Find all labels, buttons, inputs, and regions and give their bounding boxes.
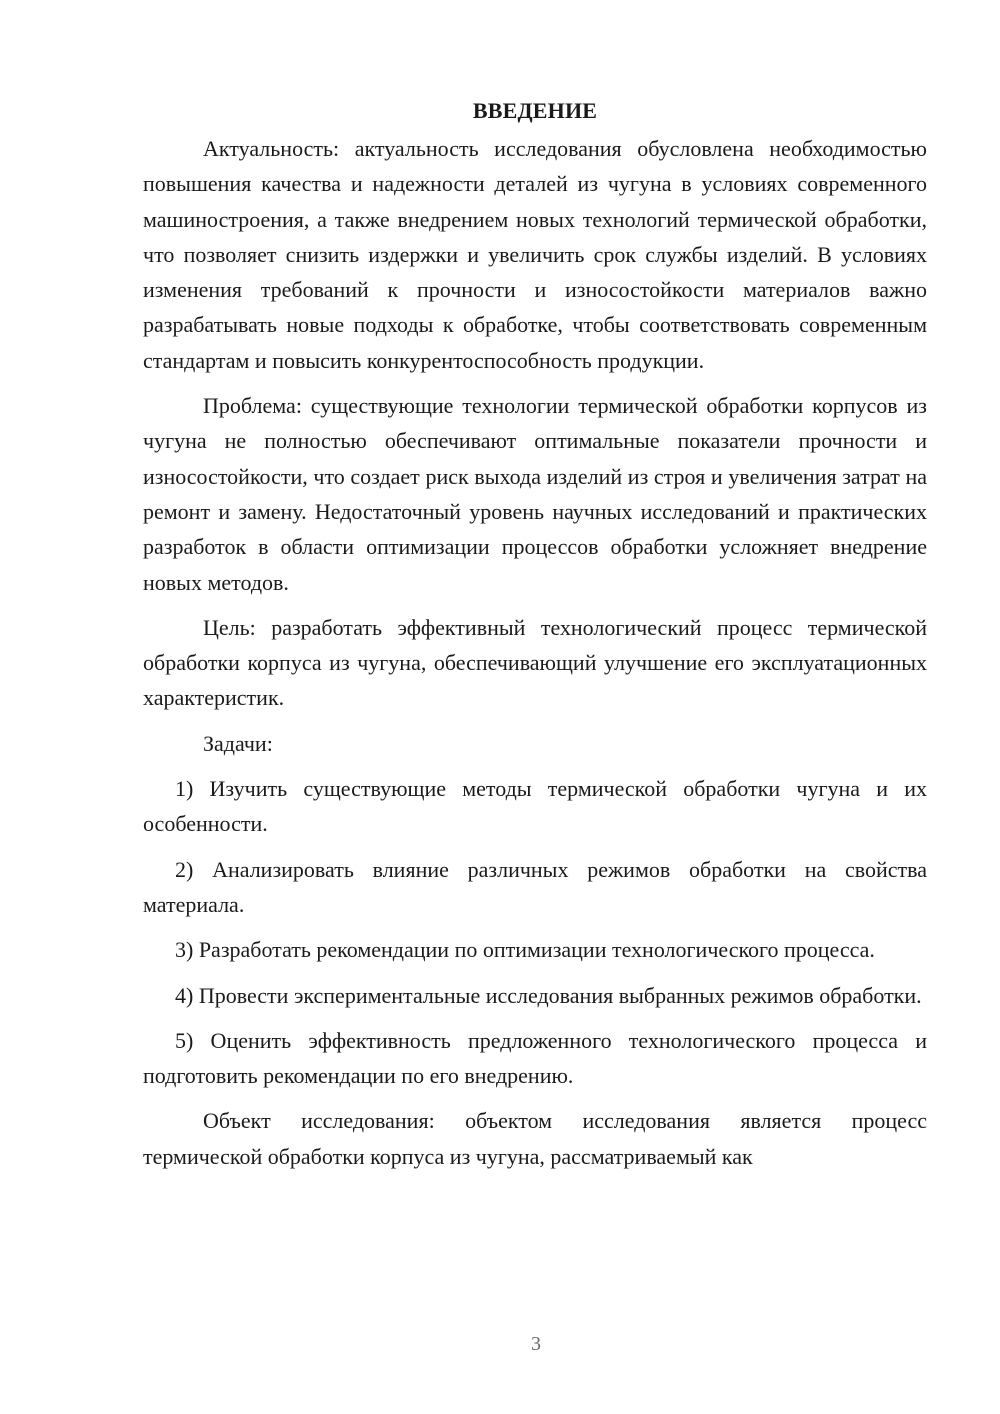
- page-number: 3: [531, 1333, 541, 1355]
- task-item: 3) Разработать рекомендации по оптимизации технологического процесса.: [175, 937, 875, 963]
- section-heading: ВВЕДЕНИЕ: [472, 98, 598, 123]
- paragraph-goal: Цель: разработать эффективный технологический процесс термической обработки корпуса из чугуна, обеспечивающий улучшение его эксплуатационных характеристик.: [143, 614, 927, 711]
- task-item: 1) Изучить существующие методы термической обработки чугуна и их особенности.: [143, 776, 927, 837]
- paragraph-object: Объект исследования: объектом исследования является процесс термической обработки корпуса из чугуна, рассматриваемый как: [143, 1108, 927, 1169]
- document-page: [143, 93, 927, 1184]
- task-item: 2) Анализировать влияние различных режимов обработки на свойства материала.: [143, 856, 927, 917]
- task-item: 4) Провести экспериментальные исследования выбранных режимов обработки.: [175, 982, 922, 1008]
- paragraph-problem: Проблема: существующие технологии термической обработки корпусов из чугуна не полностью обеспечивают оптимальные показатели прочности и износостойкости, что создает риск выхода изделий из строя и увеличения затрат на ремонт и замену. Недостаточный уровень научных исследований и практических разработок в области оптимизации процессов обработки усложняет внедрение новых методов.: [143, 393, 927, 595]
- tasks-label: Задачи:: [203, 730, 273, 756]
- task-item: 5) Оценить эффективность предложенного технологического процесса и подготовить рекомендации по его внедрению.: [143, 1027, 927, 1089]
- paragraph-relevance: Актуальность: актуальность исследования обусловлена необходимостью повышения качества и надежности деталей из чугуна в условиях современного машиностроения, а также внедрением новых технологий термической обработки, что позволяет снизить издержки и увеличить срок службы изделий. В условиях изменения требований к прочности и износостойкости материалов важно разрабатывать новые подходы к обработке, чтобы соответствовать современным стандартам и повысить конкурентоспособность продукции.: [143, 136, 927, 373]
